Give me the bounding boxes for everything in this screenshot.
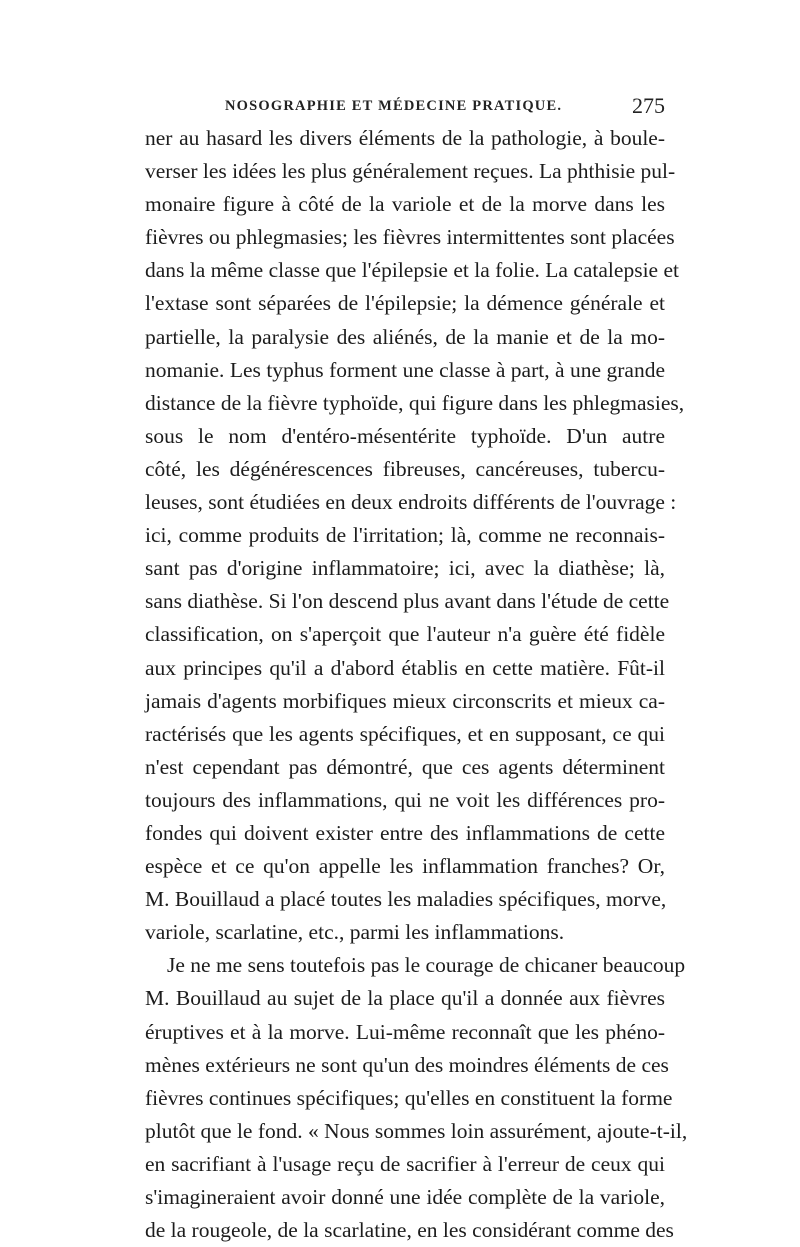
text-line: de la rougeole, de la scarlatine, en les considérant comme des <box>145 1218 674 1243</box>
text-line: s'imagineraient avoir donné une idée complète de la variole, <box>145 1185 665 1209</box>
text-line: ner au hasard les divers éléments de la pathologie, à boule- <box>145 126 665 150</box>
text-line: jamais d'agents morbifiques mieux circonscrits et mieux ca- <box>145 688 665 713</box>
text-line: Je ne me sens toutefois pas le courage de chicaner beaucoup <box>167 953 686 978</box>
text-line: verser les idées les plus généralement reçues. La phthisie pul- <box>145 159 676 184</box>
text-line: mènes extérieurs ne sont qu'un des moindres éléments de ces <box>145 1052 669 1077</box>
text-line: plutôt que le fond. « Nous sommes loin assurément, ajoute-t-il, <box>145 1118 688 1143</box>
text-line: toujours des inflammations, qui ne voit les différences pro- <box>145 787 665 812</box>
text-line: partielle, la paralysie des aliénés, de la manie et de la mo- <box>145 324 665 349</box>
running-head <box>145 94 665 120</box>
text-line: fondes qui doivent exister entre des inflammations de cette <box>145 820 665 845</box>
text-line: M. Bouillaud au sujet de la place qu'il a donnée aux fièvres <box>145 986 665 1011</box>
text-line: leuses, sont étudiées en deux endroits différents de l'ouvrage : <box>145 490 677 515</box>
text-line: dans la même classe que l'épilepsie et la folie. La catalepsie et <box>145 258 679 283</box>
text-line: l'extase sont séparées de l'épilepsie; la démence générale et <box>145 291 665 316</box>
text-line: fièvres ou phlegmasies; les fièvres intermittentes sont placées <box>145 225 675 250</box>
text-line: ici, comme produits de l'irritation; là, comme ne reconnais- <box>145 523 665 548</box>
text-line: monaire figure à côté de la variole et de la morve dans les <box>145 192 665 217</box>
text-line: sans diathèse. Si l'on descend plus avant dans l'étude de cette <box>145 589 670 614</box>
text-line: fièvres continues spécifiques; qu'elles en constituent la forme <box>145 1085 673 1110</box>
text-line: ractérisés que les agents spécifiques, et en supposant, ce qui <box>145 721 665 746</box>
text-line: nomanie. Les typhus forment une classe à part, à une grande <box>145 357 665 382</box>
text-line: n'est cependant pas démontré, que ces agents déterminent <box>145 754 665 779</box>
text-line: sant pas d'origine inflammatoire; ici, avec la diathèse; là, <box>145 556 665 581</box>
text-line: distance de la fièvre typhoïde, qui figure dans les phlegmasies, <box>145 390 685 415</box>
text-line: en sacrifiant à l'usage reçu de sacrifier à l'erreur de ceux qui <box>145 1151 665 1176</box>
text-line: classification, on s'aperçoit que l'auteur n'a guère été fidèle <box>145 622 665 647</box>
text-line: sous le nom d'entéro-mésentérite typhoïde. D'un autre <box>145 423 665 448</box>
text-line: aux principes qu'il a d'abord établis en cette matière. Fût-il <box>145 655 665 680</box>
text-line: éruptives et à la morve. Lui-même reconnaît que les phéno- <box>145 1019 665 1044</box>
page-number: 275 <box>632 93 665 118</box>
running-title: NOSOGRAPHIE ET MÉDECINE PRATIQUE. <box>225 98 563 114</box>
text-line: M. Bouillaud a placé toutes les maladies spécifiques, morve, <box>145 887 667 912</box>
text-line: côté, les dégénérescences fibreuses, cancéreuses, tubercu- <box>145 456 665 481</box>
text-line: espèce et ce qu'on appelle les inflammation franches? Or, <box>145 854 665 879</box>
text-line: variole, scarlatine, etc., parmi les inflammations. <box>145 920 565 945</box>
body-text <box>145 122 688 1247</box>
